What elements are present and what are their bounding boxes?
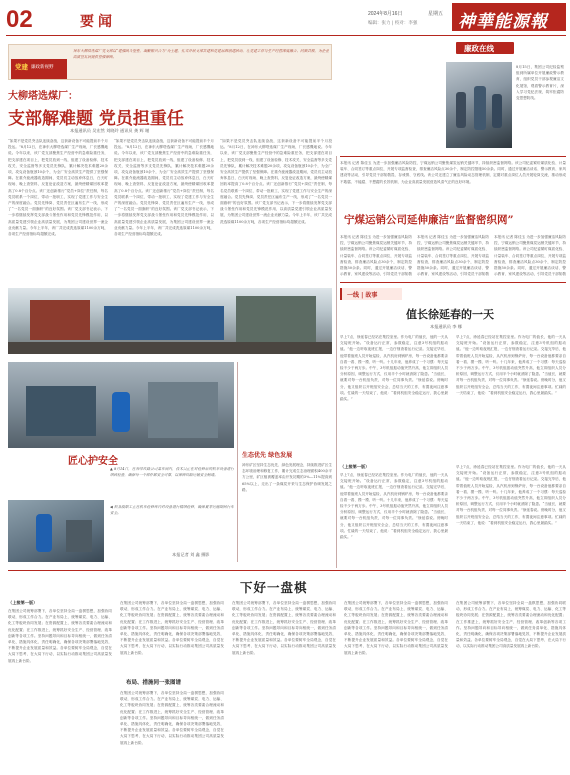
bottom-subhead: （上接第一版） <box>8 600 38 605</box>
bottom-text-col5: 在集团公司统筹部署下，各单位坚持全局一盘棋思想，加强协同联动，形成工作合力。在产业布局上，统筹煤炭、电力、运输、化工等板块协同发展；在资源配置上，统筹各类要素合理流动和优化配置；在工作推进上，统筹抓好安全生产、经营管理、改革创新等各项工作。坚持问题导向和目标导向相统一，做到任务清单化、措施具体化、责任明确化，确保各项决策部署落地见效，不断提升企业发展质量和效益。各单位要树牢全局观念，自觉在大局下思考、在大局下行动，以实际行动推动集团公司高质量发展再上新台阶。 <box>456 601 566 649</box>
badge-line2: 廉政新视野 <box>31 65 54 70</box>
photo-caption-block <box>8 362 234 562</box>
section-title: 要闻 <box>80 14 116 30</box>
paper-name: 神華能源報 <box>458 12 548 32</box>
story-headline: 值长徐延春的一天 <box>406 308 494 321</box>
column-divider-left <box>237 362 238 562</box>
bottom-top-rule <box>8 570 566 571</box>
right-article-text-col2: 本报讯 记者 陈佳玉 为进一步加强廉洁风险防控，宁煤运销公司聚焦煤炭运销关键环节，持续织密监督网络。该公司纪委紧盯煤质化验、计量装车、合同签订等重点岗位，开展专项监督检查，排查廉洁风险点30余个，制定防控措施50余条。同时，通过开展廉洁谈话、警示教育、家风建设等活动，引导党员干部知敬 <box>417 235 489 277</box>
right-article-lead-text: 本报讯 记者 陈佳玉 为进一步加强廉洁风险防控，宁煤运销公司聚焦煤炭运销关键环节，持续织密监督网络。该公司纪委紧盯煤质化验、计量装车、合同签订等重点岗位，开展专项监督检查，排查廉洁风险点30余个，制定防控措施50余条。同时，通过开展廉洁谈话、警示教育、家风建设等活动，引导党员干部知敬畏、存戒惧、守底线。该公司还建立了廉洁风险动态管理机制，定期对重点岗位人员开展轮岗交流，推动形成不敢腐、不能腐、不想腐的长效机制，为企业高质量发展营造风清气正的良好环境。 <box>340 161 566 184</box>
bottom-text-col2b: 在集团公司统筹部署下，各单位坚持全局一盘棋思想，加强协同联动，形成工作合力。在产业布局上，统筹煤炭、电力、运输、化工等板块协同发展；在资源配置上，统筹各类要素合理流动和优化配置；在工作推进上，统筹抓好安全生产、经营管理、改革创新等各项工作。坚持问题导向和目标导向相统一，做到任务清单化、措施具体化、责任明确化，确保各项决策部署落地见效，不断提升企业发展质量和效益。各单位要树牢全局观念，自觉在大局下思考、在大局下行动，以实际行动推动集团公司高质量发展再上新台阶。 <box>120 691 224 745</box>
side-photo <box>446 62 512 148</box>
story-text-col4: 早上7点，徐延春已经站在集控室里。作为电厂的值长，他的一天从交接班开始。“设备运行正常，参数稳定，注意3号机组的振动值。”他一边听取夜班汇报，一边仔细查看运行记录。交接完毕后，他带着值班人员开始巡检，从汽机房到锅炉房，每一台设备他都要亲自看一看、摸一摸、听一听。十几年来，他养成了一个习惯：每天巡检不少于两万步。中午，3号机组振动值突然升高，他立即组织人员分析原因，调整运行方式，仅用半个小时就消除了隐患。“当值长，就要对每一台机组负责，对每一位同事负责。”徐延春说。傍晚时分，他又组织召开班组安全会，总结当天的工作，布置夜间注意事项。忙碌的一天结束了，他说：“看到机组安全稳定运行，我心里最踏实。” <box>456 465 566 525</box>
bottom-photo <box>8 500 104 562</box>
feature-photo <box>8 288 332 354</box>
right-article-text-col3: 本报讯 记者 陈佳玉 为进一步加强廉洁风险防控，宁煤运销公司聚焦煤炭运销关键环节，持续织密监督网络。该公司纪委紧盯煤质化验、计量装车、合同签订等重点岗位，开展专项监督检查，排查廉洁风险点30余个，制定防控措施50余条。同时，通过开展廉洁谈话、警示教育、家风建设等活动，引导党员干部知敬 <box>494 235 566 277</box>
feature-article <box>8 84 332 354</box>
feature-headline: 支部解难题 党员担重任 <box>8 109 184 129</box>
story-byline: 本报通讯员 李 娜 <box>430 324 462 329</box>
bottom-text-col3: 在集团公司统筹部署下，各单位坚持全局一盘棋思想，加强协同联动，形成工作合力。在产业布局上，统筹煤炭、电力、运输、化工等板块协同发展；在资源配置上，统筹各类要素合理流动和优化配置；在工作推进上，统筹抓好安全生产、经营管理、改革创新等各项工作。坚持问题导向和目标导向相统一，做到任务清单化、措施具体化、责任明确化，确保各项决策部署落地见效，不断提升企业发展质量和效益。各单位要树牢全局观念，自觉在大局下思考、在大局下行动，以实际行动推动集团公司高质量发展再上新台阶。 <box>232 601 336 655</box>
side-panel-label-text: 廉政在线 <box>464 44 494 53</box>
story-text-col1: 早上7点，徐延春已经站在集控室里。作为电厂的值长，他的一天从交接班开始。“设备运行正常，参数稳定，注意3号机组的振动值。”他一边听取夜班汇报，一边仔细查看运行记录。交接完毕后，他带着值班人员开始巡检，从汽机房到锅炉房，每一台设备他都要亲自看一看、摸一摸、听一听。十几年来，他养成了一个习惯：每天巡检不少于两万步。中午，3号机组振动值突然升高，他立即组织人员分析原因，调整运行方式，仅用半个小时就消除了隐患。“当值长，就要对每一台机组负责，对每一位同事负责。”徐延春说。傍晚时分，他又组织召开班组安全会，总结当天的工作，布置夜间注意事项。忙碌的一天结束了，他说：“看到机组安全稳定运行，我心里最踏实。” <box>340 335 448 402</box>
caption-2: ◀ 机务段职工正在机车检修库内对设备进行精细检修，确保夏季运输期间行车安全。 <box>110 505 234 516</box>
editor-line: 编辑：张力 | 校对：李强 <box>368 21 418 26</box>
feature-text-col3: “如果不是党员突击队连续奋战，这套新设备不可能提前半个月投运。”8月12日，在神东大柳塔选煤厂生产现场，厂长感慨地说。今年以来，该厂党支部聚焦生产经营中的急难险重任务，把支部建在项目上，把党员放到一线，组建了设备检修、技术攻关、安全监督等多支党员先锋队，累计解决技术难题20余项，攻克设备瓶颈10余个，为全厂安全高效生产提供了坚强保障。在重介旋流器改造期间，党员们主动放弃休息日，白天盯现场、晚上查资料，反复论证改造方案，最终使精煤回收率提高了0.8个百分点。该厂还创新推行“党员+岗位”责任制，每名党员联系一个岗位、带动一批职工，实现了党建工作与安全生产的深度融合。党员先锋岗、党员责任区遍布生产一线，形成了“一名党员一面旗帜”的良好氛围。该厂党支部书记表示，下一步将继续发挥党支部战斗堡垒作用和党员先锋模范作用，以高质量党建引领企业高质量发展，为集团公司建设世界一流企业贡献力量。今年上半年，该厂共完成洗选原煤1100余万吨，各项生产经营指标均超额完成。 <box>220 139 332 224</box>
story-article <box>340 282 566 568</box>
side-panel <box>446 40 566 152</box>
story-column-label <box>340 288 402 300</box>
party-badge <box>11 59 67 79</box>
side-panel-text: 8月15日，集团公司纪检监察组到所属单位开展廉政警示教育，组织党员干部参观廉洁文化展馆，观看警示教育片，深入学习党纪法规，筑牢拒腐防变思想防线。 <box>516 65 564 101</box>
bottom-text-col1: 在集团公司统筹部署下，各单位坚持全局一盘棋思想，加强协同联动，形成工作合力。在产业布局上，统筹煤炭、电力、运输、化工等板块协同发展；在资源配置上，统筹各类要素合理流动和优化配置；在工作推进上，统筹抓好安全生产、经营管理、改革创新等各项工作。坚持问题导向和目标导向相统一，做到任务清单化、措施具体化、责任明确化，确保各项决策部署落地见效，不断提升企业发展质量和效益。各单位要树牢全局观念，自觉在大局下思考、在大局下行动，以实际行动推动集团公司高质量发展再上新台阶。 <box>8 609 112 663</box>
bottom-text-col4: 在集团公司统筹部署下，各单位坚持全局一盘棋思想，加强协同联动，形成工作合力。在产业布局上，统筹煤炭、电力、运输、化工等板块协同发展；在资源配置上，统筹各类要素合理流动和优化配置；在工作推进上，统筹抓好安全生产、经营管理、改革创新等各项工作。坚持问题导向和目标导向相统一，做到任务清单化、措施具体化、责任明确化，确保各项决策部署落地见效，不断提升企业发展质量和效益。各单位要树牢全局观念，自觉在大局下思考、在大局下行动，以实际行动推动集团公司高质量发展再上新台阶。 <box>344 601 448 655</box>
caption-block-headline: 匠心护安全 <box>68 456 118 467</box>
masthead <box>0 0 570 40</box>
bottom-text-col2: 在集团公司统筹部署下，各单位坚持全局一盘棋思想，加强协同联动，形成工作合力。在产业布局上，统筹煤炭、电力、运输、化工等板块协同发展；在资源配置上，统筹各类要素合理流动和优化配置；在工作推进上，统筹抓好安全生产、经营管理、改革创新等各项工作。坚持问题导向和目标导向相统一，做到任务清单化、措施具体化、责任明确化，确保各项决策部署落地见效，不断提升企业发展质量和效益。各单位要树牢全局观念，自觉在大局下思考、在大局下行动，以实际行动推动集团公司高质量发展再上新台阶。 <box>120 601 224 655</box>
bottom-section <box>8 570 566 770</box>
right-article-text-col1: 本报讯 记者 陈佳玉 为进一步加强廉洁风险防控，宁煤运销公司聚焦煤炭运销关键环节，持续织密监督网络。该公司纪委紧盯煤质化验、计量装车、合同签订等重点岗位，开展专项监督检查，排查廉洁风险点30余个，制定防控措施50余条。同时，通过开展廉洁谈话、警示教育、家风建设等活动，引导党员干部知敬 <box>340 235 412 277</box>
date-line: 2024年8月16日 <box>368 11 403 17</box>
feature-byline: 本报通讯员 吴宏然 刘晓玲 通讯员 龚 辉 谢 <box>70 128 150 133</box>
caption-1: ▲ 8月14日，在神华铁路公司某车间内，技术员正在对检修后的机车设备进行细致检查，确保每一个部件都安全可靠，以保障铁路运输安全畅通。 <box>110 467 234 478</box>
story-column-text: 一线 | 故事 <box>347 292 378 299</box>
badge-line1: 党建 <box>15 63 28 71</box>
story-subhead: （上接第一版） <box>340 464 370 469</box>
masthead-rule <box>6 35 566 36</box>
feature-kicker: 大柳塔选煤厂： <box>8 91 78 102</box>
feature-text-col1: “如果不是党员突击队连续奋战，这套新设备不可能提前半个月投运。”8月12日，在神东大柳塔选煤厂生产现场，厂长感慨地说。今年以来，该厂党支部聚焦生产经营中的急难险重任务，把支部建在项目上，把党员放到一线，组建了设备检修、技术攻关、安全监督等多支党员先锋队，累计解决技术难题20余项，攻克设备瓶颈10余个，为全厂安全高效生产提供了坚强保障。在重介旋流器改造期间，党员们主动放弃休息日，白天盯现场、晚上查资料，反复论证改造方案，最终使精煤回收率提高了0.8个百分点。该厂还创新推行“党员+岗位”责任制，每名党员联系一个岗位、带动一批职工，实现了党建工作与安全生产的深度融合。党员先锋岗、党员责任区遍布生产一线，形成了“一名党员一面旗帜”的良好氛围。该厂党支部书记表示，下一步将继续发挥党支部战斗堡垒作用和党员先锋模范作用，以高质量党建引领企业高质量发展，为集团公司建设世界一流企业贡献力量。今年上半年，该厂共完成洗选原煤1100余万吨，各项生产经营指标均超额完成。 <box>8 139 108 237</box>
feature-text-col2: “如果不是党员突击队连续奋战，这套新设备不可能提前半个月投运。”8月12日，在神东大柳塔选煤厂生产现场，厂长感慨地说。今年以来，该厂党支部聚焦生产经营中的急难险重任务，把支部建在项目上，把党员放到一线，组建了设备检修、技术攻关、安全监督等多支党员先锋队，累计解决技术难题20余项，攻克设备瓶颈10余个，为全厂安全高效生产提供了坚强保障。在重介旋流器改造期间，党员们主动放弃休息日，白天盯现场、晚上查资料，反复论证改造方案，最终使精煤回收率提高了0.8个百分点。该厂还创新推行“党员+岗位”责任制，每名党员联系一个岗位、带动一批职工，实现了党建工作与安全生产的深度融合。党员先锋岗、党员责任区遍布生产一线，形成了“一名党员一面旗帜”的良好氛围。该厂党支部书记表示，下一步将继续发挥党支部战斗堡垒作用和党员先锋模范作用，以高质量党建引领企业高质量发展，为集团公司建设世界一流企业贡献力量。今年上半年，该厂共完成洗选原煤1100余万吨，各项生产经营指标均超额完成。 <box>114 139 214 237</box>
mid-headline: 生态优先 绿色发展 <box>242 452 293 459</box>
right-article-headline: 宁煤运销公司延伸廉洁“监督密织网” <box>344 214 514 226</box>
page-number: 02 <box>6 6 33 33</box>
mid-text: 神东矿区坚持生态优先、绿色发展理念，持续推进矿区生态环境治理和修复工作，累计完成生态治理面积400余平方公里，矿区植被覆盖率由开发初期的3%—11%提高到65%以上，走出了一条煤炭开采与生态保护协调发展之路。 <box>242 463 332 492</box>
side-panel-label <box>456 42 514 54</box>
story-text-col3: 早上7点，徐延春已经站在集控室里。作为电厂的值长，他的一天从交接班开始。“设备运行正常，参数稳定，注意3号机组的振动值。”他一边听取夜班汇报，一边仔细查看运行记录。交接完毕后，他带着值班人员开始巡检，从汽机房到锅炉房，每一台设备他都要亲自看一看、摸一摸、听一听。十几年来，他养成了一个习惯：每天巡检不少于两万步。中午，3号机组振动值突然升高，他立即组织人员分析原因，调整运行方式，仅用半个小时就消除了隐患。“当值长，就要对每一台机组负责，对每一位同事负责。”徐延春说。傍晚时分，他又组织召开班组安全会，总结当天的工作，布置夜间注意事项。忙碌的一天结束了，他说：“看到机组安全稳定运行，我心里最踏实。” <box>340 473 448 540</box>
top-photo <box>8 362 234 448</box>
right-article-top-rule <box>340 156 566 157</box>
caption-credit: 本报记者 刘 鑫 摄影 <box>172 552 210 557</box>
bottom-sub-title: 布局、措施同一张图谱 <box>126 680 182 686</box>
intro-box <box>8 44 332 80</box>
masthead-logo <box>452 3 566 31</box>
bottom-headline: 下好一盘棋 <box>240 580 308 595</box>
story-top-rule <box>340 282 566 283</box>
column-divider-right <box>336 156 337 568</box>
story-text-col2: 早上7点，徐延春已经站在集控室里。作为电厂的值长，他的一天从交接班开始。“设备运行正常，参数稳定，注意3号机组的振动值。”他一边听取夜班汇报，一边仔细查看运行记录。交接完毕后，他带着值班人员开始巡检，从汽机房到锅炉房，每一台设备他都要亲自看一看、摸一摸、听一听。十几年来，他养成了一个习惯：每天巡检不少于两万步。中午，3号机组振动值突然升高，他立即组织人员分析原因，调整运行方式，仅用半个小时就消除了隐患。“当值长，就要对每一台机组负责，对每一位同事负责。”徐延春说。傍晚时分，他又组织召开班组安全会，总结当天的工作，布置夜间注意事项。忙碌的一天结束了，他说：“看到机组安全稳定运行，我心里最踏实。” <box>456 335 566 395</box>
intro-text: 神东大柳塔选煤厂党支部以“建强战斗堡垒，凝聚振兴合力”为主题，扎实开展支部共建和党建品牌创建活动，让党建工作与生产经营深度融合、同频共振，为企业高质量发展提供坚强保障。 <box>73 49 329 60</box>
weekday: 星期五 <box>428 11 444 17</box>
mid-article <box>242 450 332 562</box>
